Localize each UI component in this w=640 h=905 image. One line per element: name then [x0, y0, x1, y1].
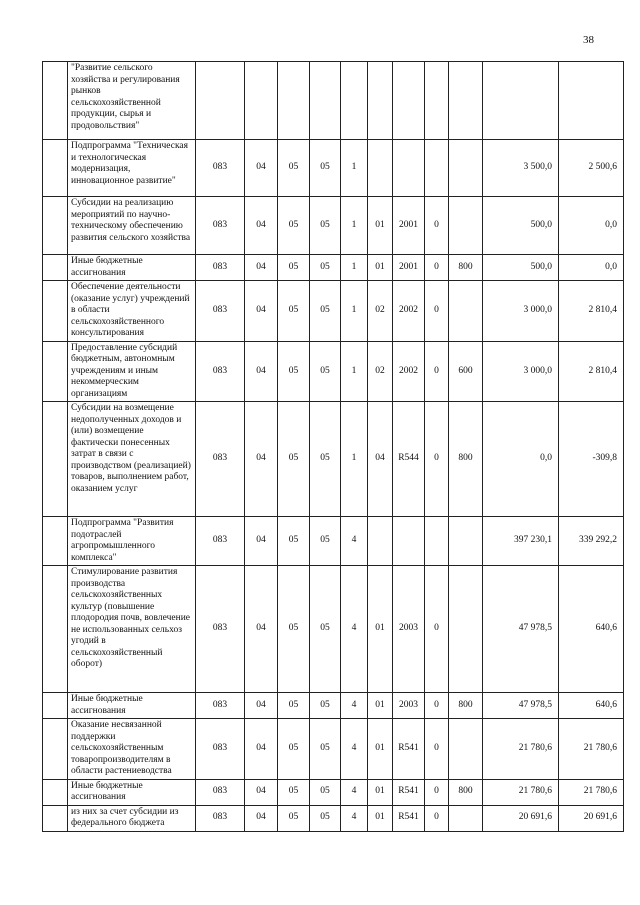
table-row: [43, 402, 624, 517]
actual-amount: 0,0: [559, 255, 624, 281]
section-code: 04: [245, 255, 278, 281]
actual-amount: 21 780,6: [559, 719, 624, 780]
extra-code: 0: [425, 341, 449, 402]
chapter-code: 083: [196, 140, 245, 197]
planned-amount: 47 978,5: [483, 693, 559, 719]
program-code: 05: [310, 566, 341, 693]
expense-type-code: [449, 197, 483, 255]
section-code: 04: [245, 281, 278, 342]
margin-cell: [43, 197, 68, 255]
chapter-code: 083: [196, 255, 245, 281]
table-row: [43, 693, 624, 719]
chapter-code: 083: [196, 719, 245, 780]
program-code: 05: [310, 341, 341, 402]
chapter-code: 083: [196, 402, 245, 517]
subsection-code: 05: [278, 197, 310, 255]
section-code: 04: [245, 566, 278, 693]
row-name: Предоставление субсидий бюджетным, автономным учреждениям и иным некоммерческим организациям: [68, 341, 196, 402]
chapter-code: [196, 62, 245, 140]
actual-amount: 2 810,4: [559, 281, 624, 342]
measure-code: 04: [368, 402, 393, 517]
measure-code: 02: [368, 341, 393, 402]
actual-amount: -309,8: [559, 402, 624, 517]
measure-code: 01: [368, 566, 393, 693]
margin-cell: [43, 719, 68, 780]
section-code: 04: [245, 197, 278, 255]
chapter-code: 083: [196, 517, 245, 566]
expense-type-code: [449, 517, 483, 566]
measure-code: 01: [368, 719, 393, 780]
measure-code: 01: [368, 779, 393, 805]
margin-cell: [43, 62, 68, 140]
program-code: 05: [310, 719, 341, 780]
actual-amount: 21 780,6: [559, 779, 624, 805]
measure-code: 01: [368, 197, 393, 255]
section-code: 04: [245, 341, 278, 402]
extra-code: 0: [425, 566, 449, 693]
subsection-code: 05: [278, 402, 310, 517]
chapter-code: 083: [196, 566, 245, 693]
row-name: Подпрограмма "Техническая и технологическая модернизация, инновационное развитие": [68, 140, 196, 197]
row-name: Оказание несвязанной поддержки сельскохозяйственным товаропроизводителям в области растениеводства: [68, 719, 196, 780]
subprogram-code: 4: [341, 693, 368, 719]
expense-type-code: 800: [449, 779, 483, 805]
planned-amount: 21 780,6: [483, 719, 559, 780]
subsection-code: 05: [278, 779, 310, 805]
section-code: 04: [245, 517, 278, 566]
row-name: Иные бюджетные ассигнования: [68, 255, 196, 281]
extra-code: 0: [425, 197, 449, 255]
section-code: 04: [245, 805, 278, 831]
extra-code: 0: [425, 281, 449, 342]
direction-code: R541: [393, 779, 425, 805]
extra-code: 0: [425, 255, 449, 281]
margin-cell: [43, 779, 68, 805]
planned-amount: 47 978,5: [483, 566, 559, 693]
direction-code: 2002: [393, 281, 425, 342]
subprogram-code: 4: [341, 779, 368, 805]
margin-cell: [43, 341, 68, 402]
row-name: Субсидии на реализацию мероприятий по научно-техническому обеспечению развития сельского хозяйства: [68, 197, 196, 255]
chapter-code: 083: [196, 779, 245, 805]
program-code: 05: [310, 255, 341, 281]
subprogram-code: 1: [341, 197, 368, 255]
subprogram-code: 1: [341, 402, 368, 517]
expense-type-code: 600: [449, 341, 483, 402]
actual-amount: 640,6: [559, 693, 624, 719]
measure-code: 02: [368, 281, 393, 342]
row-name: Обеспечение деятельности (оказание услуг) учреждений в области сельскохозяйственного консультирования: [68, 281, 196, 342]
expense-type-code: 800: [449, 402, 483, 517]
table-row: [43, 281, 624, 342]
measure-code: [368, 62, 393, 140]
subprogram-code: 1: [341, 140, 368, 197]
extra-code: [425, 517, 449, 566]
margin-cell: [43, 402, 68, 517]
program-code: 05: [310, 805, 341, 831]
direction-code: R541: [393, 719, 425, 780]
direction-code: 2002: [393, 341, 425, 402]
measure-code: 01: [368, 693, 393, 719]
chapter-code: 083: [196, 281, 245, 342]
expense-type-code: [449, 719, 483, 780]
direction-code: R544: [393, 402, 425, 517]
table-row: [43, 197, 624, 255]
margin-cell: [43, 255, 68, 281]
planned-amount: 397 230,1: [483, 517, 559, 566]
expense-type-code: [449, 140, 483, 197]
subsection-code: 05: [278, 255, 310, 281]
chapter-code: 083: [196, 693, 245, 719]
program-code: 05: [310, 281, 341, 342]
program-code: 05: [310, 140, 341, 197]
subsection-code: 05: [278, 566, 310, 693]
measure-code: [368, 140, 393, 197]
margin-cell: [43, 566, 68, 693]
row-name: "Развитие сельского хозяйства и регулирования рынков сельскохозяйственной продукции, сырья и продовольствия": [68, 62, 196, 140]
planned-amount: 500,0: [483, 197, 559, 255]
actual-amount: 2 810,4: [559, 341, 624, 402]
direction-code: 2001: [393, 255, 425, 281]
direction-code: [393, 140, 425, 197]
program-code: 05: [310, 402, 341, 517]
margin-cell: [43, 517, 68, 566]
section-code: 04: [245, 693, 278, 719]
subprogram-code: 4: [341, 517, 368, 566]
planned-amount: [483, 62, 559, 140]
chapter-code: 083: [196, 197, 245, 255]
actual-amount: 0,0: [559, 197, 624, 255]
direction-code: [393, 62, 425, 140]
planned-amount: 3 000,0: [483, 341, 559, 402]
table-row: [43, 719, 624, 780]
margin-cell: [43, 693, 68, 719]
direction-code: 2001: [393, 197, 425, 255]
expense-type-code: [449, 566, 483, 693]
page-number: 38: [583, 34, 594, 46]
subprogram-code: [341, 62, 368, 140]
subsection-code: 05: [278, 719, 310, 780]
budget-table: [42, 61, 624, 832]
direction-code: [393, 517, 425, 566]
planned-amount: 21 780,6: [483, 779, 559, 805]
section-code: 04: [245, 402, 278, 517]
subprogram-code: 1: [341, 341, 368, 402]
program-code: [310, 62, 341, 140]
subsection-code: 05: [278, 805, 310, 831]
subprogram-code: 1: [341, 281, 368, 342]
table-row: [43, 779, 624, 805]
table-row: [43, 140, 624, 197]
expense-type-code: [449, 281, 483, 342]
direction-code: 2003: [393, 693, 425, 719]
subprogram-code: 4: [341, 566, 368, 693]
row-name: Подпрограмма "Развития подотраслей агропромышленного комплекса": [68, 517, 196, 566]
subsection-code: [278, 62, 310, 140]
subsection-code: 05: [278, 140, 310, 197]
row-name: Субсидии на возмещение недополученных доходов и (или) возмещение фактически понесенных затрат в связи с производством (реализацией) товаров, выполнением работ, оказанием услуг: [68, 402, 196, 517]
section-code: [245, 62, 278, 140]
subsection-code: 05: [278, 517, 310, 566]
expense-type-code: 800: [449, 255, 483, 281]
margin-cell: [43, 140, 68, 197]
section-code: 04: [245, 140, 278, 197]
program-code: 05: [310, 517, 341, 566]
extra-code: 0: [425, 693, 449, 719]
direction-code: R541: [393, 805, 425, 831]
measure-code: 01: [368, 805, 393, 831]
expense-type-code: 800: [449, 693, 483, 719]
row-name: Иные бюджетные ассигнования: [68, 779, 196, 805]
measure-code: [368, 517, 393, 566]
extra-code: 0: [425, 402, 449, 517]
table-row: [43, 341, 624, 402]
subprogram-code: 1: [341, 255, 368, 281]
section-code: 04: [245, 719, 278, 780]
extra-code: [425, 62, 449, 140]
planned-amount: 3 000,0: [483, 281, 559, 342]
program-code: 05: [310, 197, 341, 255]
row-name: Стимулирование развития производства сельскохозяйственных культур (повышение плодородия почв, вовлечение не использованных сельхоз угодий в сельскохозяйственный оборот): [68, 566, 196, 693]
planned-amount: 500,0: [483, 255, 559, 281]
chapter-code: 083: [196, 805, 245, 831]
table-row: [43, 517, 624, 566]
table-row: [43, 255, 624, 281]
table-row: [43, 62, 624, 140]
row-name: из них за счет субсидии из федерального бюджета: [68, 805, 196, 831]
subsection-code: 05: [278, 341, 310, 402]
table-row: [43, 566, 624, 693]
actual-amount: 20 691,6: [559, 805, 624, 831]
measure-code: 01: [368, 255, 393, 281]
chapter-code: 083: [196, 341, 245, 402]
subprogram-code: 4: [341, 805, 368, 831]
expense-type-code: [449, 62, 483, 140]
planned-amount: 0,0: [483, 402, 559, 517]
planned-amount: 3 500,0: [483, 140, 559, 197]
extra-code: 0: [425, 719, 449, 780]
subsection-code: 05: [278, 281, 310, 342]
row-name: Иные бюджетные ассигнования: [68, 693, 196, 719]
subprogram-code: 4: [341, 719, 368, 780]
direction-code: 2003: [393, 566, 425, 693]
section-code: 04: [245, 779, 278, 805]
table-row: [43, 805, 624, 831]
margin-cell: [43, 805, 68, 831]
expense-type-code: [449, 805, 483, 831]
planned-amount: 20 691,6: [483, 805, 559, 831]
margin-cell: [43, 281, 68, 342]
extra-code: 0: [425, 779, 449, 805]
subsection-code: 05: [278, 693, 310, 719]
actual-amount: 2 500,6: [559, 140, 624, 197]
program-code: 05: [310, 693, 341, 719]
extra-code: [425, 140, 449, 197]
actual-amount: [559, 62, 624, 140]
extra-code: 0: [425, 805, 449, 831]
program-code: 05: [310, 779, 341, 805]
actual-amount: 339 292,2: [559, 517, 624, 566]
actual-amount: 640,6: [559, 566, 624, 693]
